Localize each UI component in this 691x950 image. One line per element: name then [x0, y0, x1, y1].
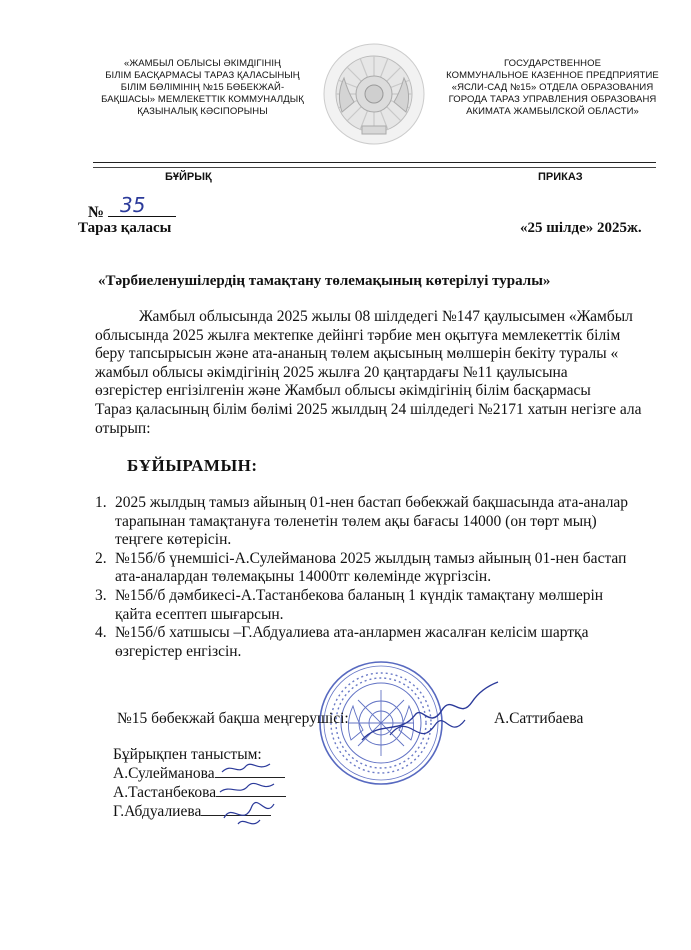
header-line: «ЖАМБЫЛ ОБЛЫСЫ ӘКІМДІГІНІҢ — [123, 58, 282, 69]
doc-type-russian: ПРИКАЗ — [538, 171, 583, 183]
header-line: КОММУНАЛЬНОЕ КАЗЕННОЕ ПРЕДПРИЯТИЕ — [446, 70, 659, 81]
order-heading: БҰЙЫРАМЫН: — [127, 456, 258, 475]
item-line: ата-аналардан төлемақыны 14000тг көлемінде жүргізсін. — [115, 568, 492, 586]
item-number: 3. — [95, 586, 107, 604]
header-kazakh-org — [100, 58, 305, 118]
preamble-paragraph — [95, 308, 641, 438]
paragraph-line: облысында 2025 жылға мектепке дейінгі тәрбие мен оқытуға мемлекеттік білім — [95, 326, 621, 344]
signatory-name: А.Саттибаева — [494, 710, 584, 727]
item-number: 2. — [95, 549, 107, 567]
item-line: 2025 жылдың тамыз айының 01-нен бастап бөбекжай бақшасында ата-аналар — [115, 494, 629, 511]
paragraph-line: Жамбыл облысында 2025 жылы 08 шілдедегі №147 қаулысымен «Жамбыл — [139, 308, 633, 325]
item-line: №15б/б дәмбикесі-А.Тастанбекова баланың 1 күндік тамақтану мөлшерін — [115, 586, 604, 604]
ack-name: А.Сулейманова — [113, 765, 215, 782]
item-line: тарапынан тамақтануға төленетін төлем ақы бағасы 14000 (он төрт мың) — [115, 512, 597, 530]
header-line: АКИМАТА ЖАМБЫЛСКОЙ ОБЛАСТИ» — [466, 106, 639, 117]
header-line: ҚАЗЫНАЛЫҚ КӘСІПОРЫНЫ — [137, 106, 268, 117]
list-item — [95, 494, 628, 550]
number-sign: № — [88, 204, 105, 221]
item-line: №15б/б хатшысы –Г.Абдуалиева ата-анлармен жасалған келісім шартқа — [115, 624, 589, 642]
header-divider-thin — [93, 167, 656, 168]
header-divider — [93, 162, 656, 163]
item-number: 1. — [95, 494, 107, 511]
item-line: қайта есептеп шығарсын. — [115, 605, 284, 623]
list-item — [95, 550, 628, 587]
header-line: БІЛІМ БӨЛІМІНІҢ №15 БӨБЕКЖАЙ- — [120, 82, 285, 93]
order-date: «25 шілде» 2025ж. — [520, 220, 642, 236]
paragraph-line: жамбыл облысы әкімдігінің 2025 жылға 20 қаңтардағы №11 қаулысына — [95, 363, 568, 381]
signatory-title: №15 бөбекжай бақша меңгерушісі: — [117, 710, 349, 727]
ack-name: Г.Абдуалиева — [113, 803, 202, 820]
ack-signatures-icon — [218, 758, 278, 836]
doc-type-kazakh: БҰЙРЫҚ — [165, 171, 212, 183]
order-items-list — [95, 494, 628, 661]
list-item — [95, 624, 628, 661]
item-number: 4. — [95, 624, 107, 642]
state-emblem-icon — [322, 42, 426, 146]
header-russian-org — [440, 58, 665, 118]
header-line: «ЯСЛИ-САД №15» ОТДЕЛА ОБРАЗОВАНИЯ — [451, 82, 654, 93]
list-item — [95, 587, 628, 624]
acknowledgement-title: Бұйрықпен таныстым: — [113, 746, 262, 763]
header-line: БІЛІМ БАСҚАРМАСЫ ТАРАЗ ҚАЛАСЫНЫҢ — [105, 70, 300, 81]
order-title: «Тәрбиеленушілердің тамақтану төлемақының көтерілуі туралы» — [98, 273, 551, 289]
order-number: 35 — [108, 196, 176, 217]
header-line: ГОРОДА ТАРАЗ УПРАВЛЕНИЯ ОБРАЗОВАНЯ — [448, 94, 657, 105]
ack-name: А.Тастанбекова — [113, 784, 217, 801]
director-signature-icon — [360, 680, 500, 755]
paragraph-line: отырып: — [95, 419, 151, 437]
city: Тараз қаласы — [78, 220, 172, 236]
item-line: теңгеге көтерісін. — [115, 531, 232, 549]
item-line: өзгерістер енгізсін. — [115, 642, 242, 660]
header-line: ГОСУДАРСТВЕННОЕ — [503, 58, 602, 69]
paragraph-line: Тараз қаласының білім бөлімі 2025 жылдың 24 шілдедегі №2171 хатын негізге ала — [95, 400, 642, 418]
header-line: БАҚШАСЫ» МЕМЛЕКЕТТІК КОММУНАЛДЫҚ — [101, 94, 304, 105]
paragraph-line: өзгерістер енгізілгенін және Жамбыл облысы әкімдігінің білім басқармасы — [95, 382, 591, 400]
item-line: №15б/б үнемшісі-А.Сулейманова 2025 жылдың тамыз айының 01-нен бастап — [115, 549, 627, 567]
paragraph-line: беру тапсырысын және ата-ананың төлем ақысының мөлшерін бекіту туралы « — [95, 345, 619, 363]
